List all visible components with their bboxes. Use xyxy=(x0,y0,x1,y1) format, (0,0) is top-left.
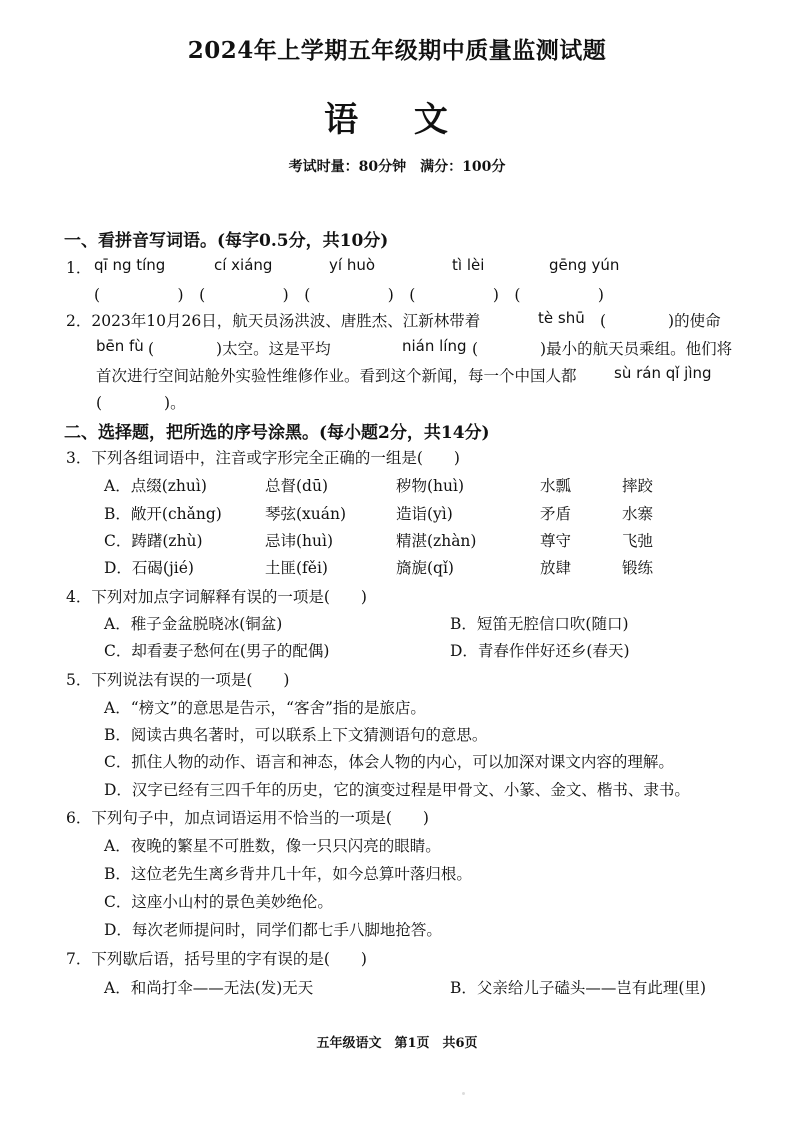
q3-d-word-4: 放肆 xyxy=(540,559,572,577)
q2-line-2b[interactable]: ( )最小的航天员乘组。他们将 xyxy=(472,340,733,358)
q3-d-word-1[interactable]: D．石碣(jié) xyxy=(104,559,194,577)
scan-speck xyxy=(462,1092,465,1095)
q2-line-1a: 2．2023年10月26日，航天员汤洪波、唐胜杰、江新林带着 xyxy=(66,312,481,330)
q1-pinyin-1: qī ng tíng xyxy=(94,256,166,274)
q3-a-word-4: 水瓢 xyxy=(540,477,572,495)
q3-c-word-3: 精湛(zhàn) xyxy=(396,532,477,550)
q1-number: 1． xyxy=(66,259,92,277)
q3-b-word-4: 矛盾 xyxy=(540,505,572,523)
q5-option-b[interactable]: B．阅读古典名著时，可以联系上下文猜测语句的意思。 xyxy=(104,726,488,744)
q3-a-word-3: 秽物(huì) xyxy=(396,477,465,495)
q2-pinyin-surangijing: sù rán qǐ jìng xyxy=(614,364,712,382)
q4-option-c[interactable]: C．却看妻子愁何在(男子的配偶) xyxy=(104,642,330,660)
subject-title: 语 文 xyxy=(324,100,470,140)
q1-pinyin-4: tì lèi xyxy=(452,256,485,274)
q2-line-3a: 首次进行空间站舱外实验性维修作业。看到这个新闻，每一个中国人都 xyxy=(96,367,577,385)
exam-info: 考试时量：80分钟 满分：100分 xyxy=(288,159,506,175)
q3-c-word-1[interactable]: C．踌躇(zhù) xyxy=(104,532,203,550)
q3-d-word-2: 土匪(fěi) xyxy=(265,559,328,577)
q3-c-word-4: 尊守 xyxy=(540,532,572,550)
q6-option-c[interactable]: C．这座小山村的景色美妙绝伦。 xyxy=(104,893,333,911)
q2-pinyin-nianling: nián líng xyxy=(402,337,467,355)
q3-b-word-3: 造诣(yì) xyxy=(396,505,453,523)
q3-b-word-5: 水寨 xyxy=(622,505,654,523)
q2-line-4[interactable]: ( )。 xyxy=(96,394,186,412)
q2-line-2a[interactable]: ( )太空。这是平均 xyxy=(148,340,331,358)
q1-pinyin-3: yí huò xyxy=(329,256,376,274)
q3-a-word-5: 摔跤 xyxy=(622,477,654,495)
section-2-heading: 二、选择题，把所选的序号涂黑。(每小题2分，共14分) xyxy=(64,423,490,443)
q1-pinyin-2: cí xiáng xyxy=(214,256,273,274)
q2-pinyin-teshu: tè shū xyxy=(538,309,585,327)
q4-stem: 4．下列对加点字词解释有误的一项是( ) xyxy=(66,588,367,606)
q3-a-word-1[interactable]: A．点缀(zhuì) xyxy=(104,477,207,495)
q7-option-b[interactable]: B．父亲给儿子磕头——岂有此理(里) xyxy=(450,979,706,997)
q6-stem: 6．下列句子中，加点词语运用不恰当的一项是( ) xyxy=(66,809,429,827)
q2-line-1b[interactable]: ( )的使命 xyxy=(600,312,721,330)
q2-pinyin-benfu: bēn fù xyxy=(96,337,144,355)
q5-option-a[interactable]: A．“榜文”的意思是告示，“客舍”指的是旅店。 xyxy=(104,699,426,717)
q5-option-d[interactable]: D．汉字已经有三四千年的历史，它的演变过程是甲骨文、小篆、金文、楷书、隶书。 xyxy=(104,781,690,799)
q3-b-word-1[interactable]: B．敞开(chǎng) xyxy=(104,505,222,523)
q3-c-word-5: 飞弛 xyxy=(622,532,654,550)
q4-option-a[interactable]: A．稚子金盆脱晓冰(铜盆) xyxy=(104,615,283,633)
q3-b-word-2: 琴弦(xuán) xyxy=(265,505,347,523)
exam-title: 2024年上学期五年级期中质量监测试题 xyxy=(187,37,607,64)
q3-stem: 3．下列各组词语中，注音或字形完全正确的一组是( ) xyxy=(66,449,460,467)
q3-a-word-2: 总督(dū) xyxy=(265,477,328,495)
q3-d-word-5: 锻练 xyxy=(622,559,654,577)
page-footer: 五年级语文 第1页 共6页 xyxy=(316,1036,478,1051)
q5-option-c[interactable]: C．抓住人物的动作、语言和神态，体会人物的内心，可以加深对课文内容的理解。 xyxy=(104,753,674,771)
section-1-heading: 一、看拼音写词语。(每字0.5分，共10分) xyxy=(64,231,389,251)
q6-option-d[interactable]: D．每次老师提问时，同学们都七手八脚地抢答。 xyxy=(104,921,442,939)
q6-option-a[interactable]: A．夜晚的繁星不可胜数，像一只只闪亮的眼睛。 xyxy=(104,837,441,855)
q6-option-b[interactable]: B．这位老先生离乡背井几十年，如今总算叶落归根。 xyxy=(104,865,472,883)
q1-pinyin-5: gēng yún xyxy=(549,256,620,274)
q4-option-b[interactable]: B．短笛无腔信口吹(随口) xyxy=(450,615,629,633)
q7-stem: 7．下列歇后语，括号里的字有误的是( ) xyxy=(66,950,367,968)
q7-option-a[interactable]: A．和尚打伞——无法(发)无天 xyxy=(104,979,314,997)
q3-c-word-2: 忌讳(huì) xyxy=(265,532,334,550)
q4-option-d[interactable]: D．青春作伴好还乡(春天) xyxy=(450,642,630,660)
q1-answer-blanks[interactable]: ( ) ( ) ( ) ( ) ( ) xyxy=(94,286,604,304)
q3-d-word-3: 旖旎(qǐ) xyxy=(396,559,454,577)
q5-stem: 5．下列说法有误的一项是( ) xyxy=(66,671,290,689)
